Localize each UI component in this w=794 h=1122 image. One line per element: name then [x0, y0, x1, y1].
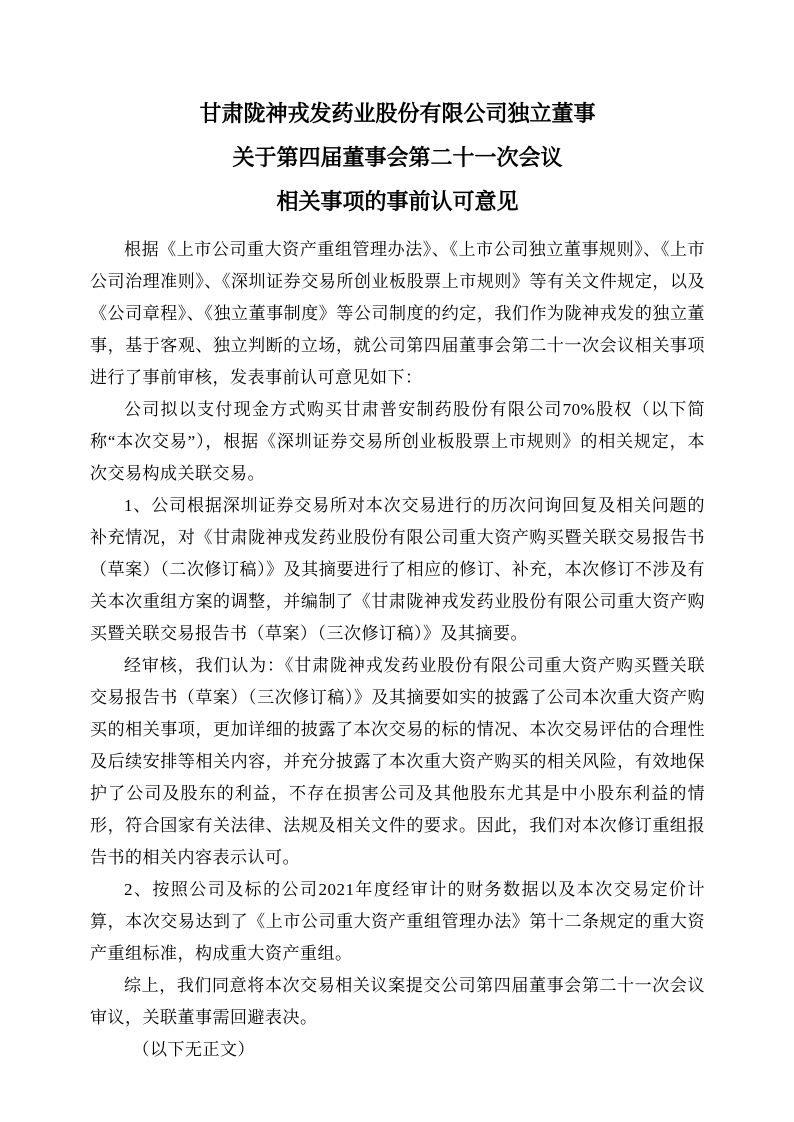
paragraph-review-opinion: 经审核，我们认为：《甘肃陇神戎发药业股份有限公司重大资产购买暨关联交易报告书（草案）（三次修订稿）》及其摘要如实的披露了公司本次重大资产购买的相关事项，更加详细的披露了本次交易的标的情况、本次交易评估的合理性及后续安排等相关内容，并充分披露了本次重大资产购买的相关风险，有效地保护了公司及股东的利益，不存在损害公司及其他股东尤其是中小股东利益的情形，符合国家有关法律、法规及相关文件的要求。因此，我们对本次修订重组报告书的相关内容表示认可。 — [90, 656, 705, 867]
paragraph-item-2: 2、按照公司及标的公司2021年度经审计的财务数据以及本次交易定价计算，本次交易达到了《上市公司重大资产重组管理办法》第十二条规定的重大资产重组标准，构成重大资产重组。 — [90, 880, 705, 963]
title-line-3: 相关事项的事前认可意见 — [276, 189, 519, 214]
closing-note: （以下无正文） — [132, 1040, 255, 1059]
document-title — [90, 92, 705, 224]
paragraph-transaction: 公司拟以支付现金方式购买甘肃普安制药股份有限公司70%股权（以下简称“本次交易”），根据《深圳证券交易所创业板股票上市规则》的相关规定，本次交易构成关联交易。 — [90, 400, 705, 483]
paragraph-intro: 根据《上市公司重大资产重组管理办法》、《上市公司独立董事规则》、《上市公司治理准则》、《深圳证券交易所创业板股票上市规则》等有关文件规定，以及《公司章程》、《独立董事制度》等公司制度的约定，我们作为陇神戎发的独立董事，基于客观、独立判断的立场，就公司第四届董事会第二十一次会议相关事项进行了事前审核，发表事前认可意见如下： — [90, 240, 705, 387]
document-body — [90, 234, 705, 1066]
paragraph-conclusion: 综上，我们同意将本次交易相关议案提交公司第四届董事会第二十一次会议审议，关联董事需回避表决。 — [90, 976, 705, 1027]
title-line-1: 甘肃陇神戎发药业股份有限公司独立董事 — [199, 101, 596, 126]
paragraph-item-1: 1、公司根据深圳证券交易所对本次交易进行的历次问询回复及相关问题的补充情况，对《甘肃陇神戎发药业股份有限公司重大资产购买暨关联交易报告书（草案）（二次修订稿）》及其摘要进行了相应的修订、补充，本次修订不涉及有关本次重组方案的调整，并编制了《甘肃陇神戎发药业股份有限公司重大资产购买暨关联交易报告书（草案）（三次修订稿）》及其摘要。 — [90, 496, 705, 643]
title-line-2: 关于第四届董事会第二十一次会议 — [232, 145, 563, 170]
